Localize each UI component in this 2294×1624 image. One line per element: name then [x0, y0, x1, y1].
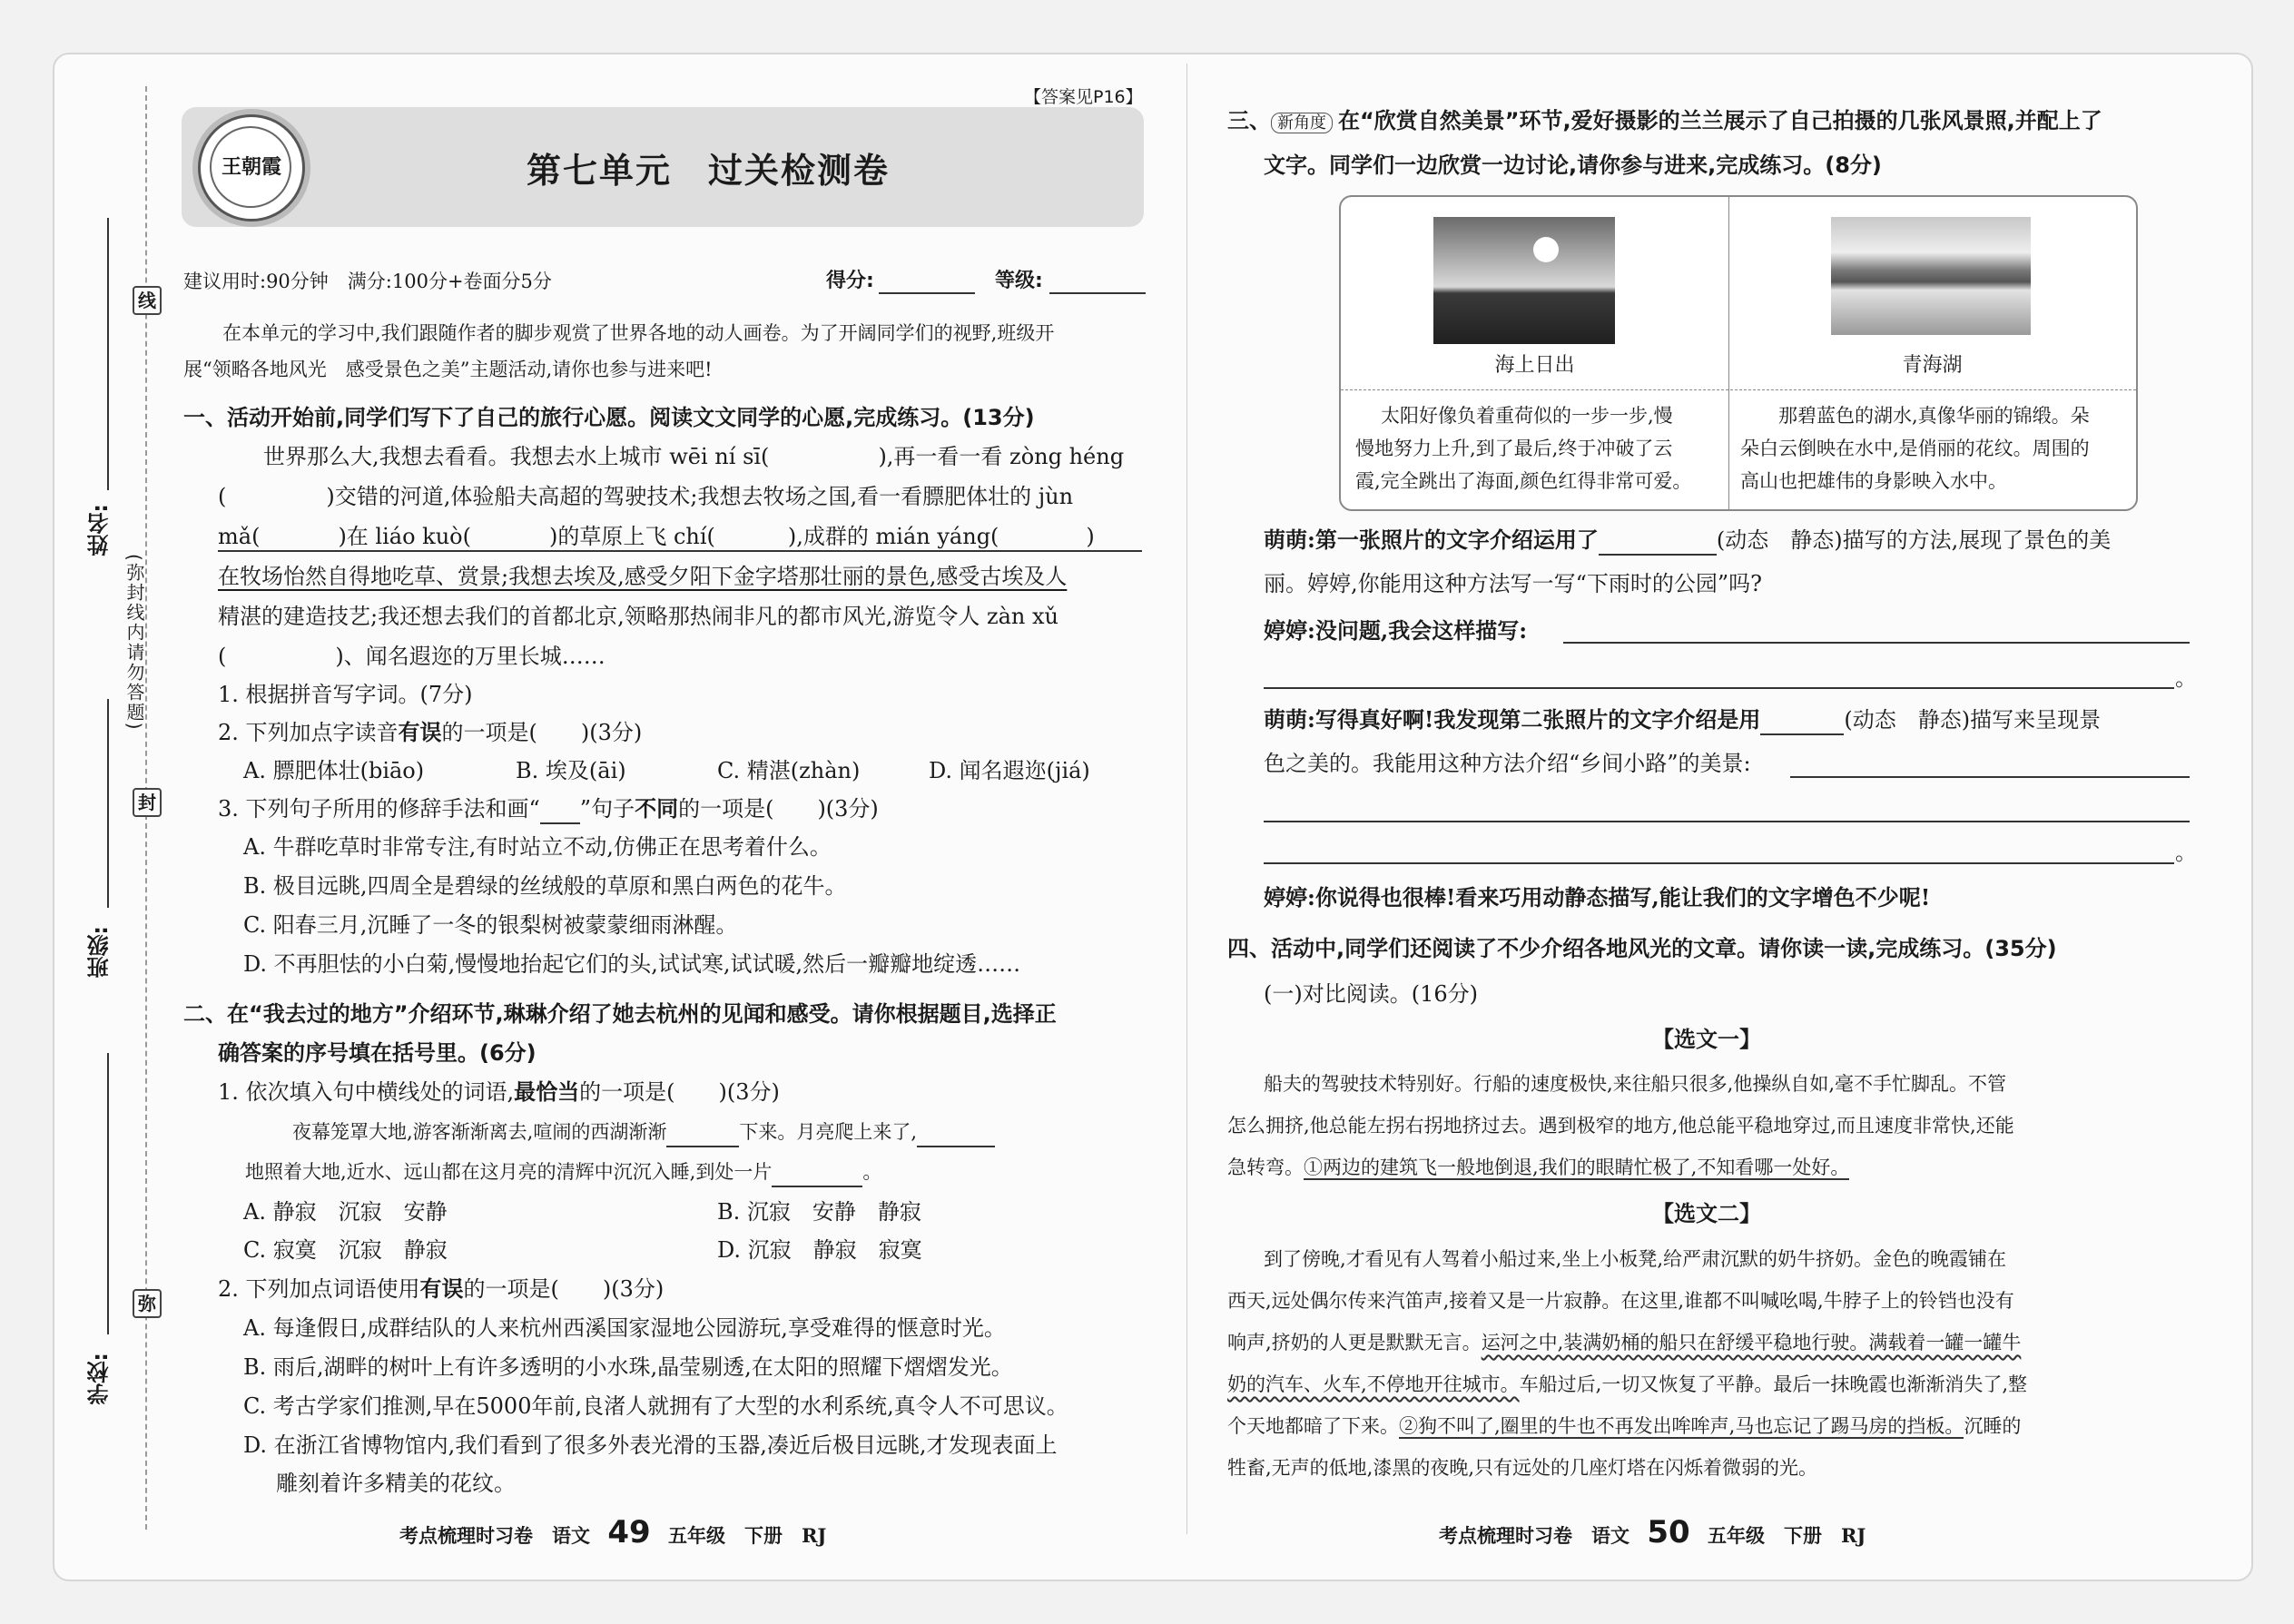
q-text: 1. 依次填入句中横线处的词语,	[218, 1079, 515, 1105]
mengmeng-2	[1264, 704, 2101, 735]
tingting-1: 婷婷:没问题,我会这样描写:	[1264, 617, 1528, 644]
selection-2-title: 【选文二】	[1652, 1201, 1761, 1226]
score-field[interactable]	[879, 292, 975, 294]
s1-q1: 1. 根据拼音写字词。(7分)	[218, 682, 473, 707]
answer-line-2[interactable]	[1264, 687, 2174, 689]
seal-note: (弥封线内请勿答题)	[123, 554, 145, 732]
s1-para-line-3	[218, 521, 1095, 552]
s2-q1-option-a[interactable]: A. 静寂 沉寂 安静	[243, 1199, 448, 1225]
grade-field[interactable]	[1049, 292, 1146, 294]
section-1-heading: 一、活动开始前,同学们写下了自己的旅行心愿。阅读文文同学的心愿,完成练习。(13分)	[183, 405, 1035, 430]
q-text: 。	[862, 1161, 882, 1183]
footer-right	[1439, 1514, 1866, 1551]
answer-reference: 【答案见P16】	[1024, 87, 1143, 107]
q-text: ”句子	[579, 796, 635, 822]
underlined-sentence-mark	[218, 550, 1142, 552]
s2-q1-option-d[interactable]: D. 沉寂 静寂 寂寞	[717, 1237, 922, 1263]
mengmeng-2-cont: 色之美的。我能用这种方法介绍“乡间小路”的美景:	[1264, 751, 1751, 776]
s1-q3	[218, 793, 879, 824]
s1-q3-option-c[interactable]: C. 阳春三月,沉睡了一冬的银梨树被蒙蒙细雨淋醒。	[243, 912, 738, 938]
sel-text: 车船过后,一切又恢复了平静。最后一抹晚霞也渐渐消失了,整	[1519, 1373, 2028, 1395]
sel2-line-6: 牲畜,无声的低地,漆黑的夜晚,只有远处的几座灯塔在闪烁着微弱的光。	[1227, 1457, 1818, 1479]
q-emph: 有误	[419, 1275, 464, 1302]
s1-para-line-1	[263, 441, 1124, 472]
s2-q1-text-1	[292, 1117, 995, 1147]
q-text: 3. 下列句子所用的修辞手法和画“	[218, 796, 540, 822]
photo1-text-1: 太阳好像负着重荷似的一步一步,慢	[1381, 405, 1673, 427]
photo2-text-3: 高山也把雄伟的身影映入水中。	[1740, 470, 2007, 492]
section-2-heading-2: 确答案的序号填在括号里。(6分)	[218, 1040, 537, 1066]
s1-text: ),再一看一看 zòng héng	[878, 444, 1125, 469]
footer-book: 考点梳理时习卷 语文	[1439, 1524, 1629, 1547]
mengmeng-said: 萌萌:第一张照片的文字介绍运用了	[1264, 527, 1599, 553]
photo1-caption: 海上日出	[1494, 354, 1575, 377]
page-number-right: 50	[1647, 1514, 1690, 1550]
school-field-line[interactable]	[107, 1053, 109, 1334]
blank-zongheng[interactable]	[226, 488, 326, 512]
binding-mark-line: 线	[133, 286, 162, 315]
time-info: 建议用时:90分钟 满分:100分+卷面分5分	[183, 271, 552, 292]
page-title: 第七单元 过关检测卷	[527, 151, 891, 191]
logo	[198, 114, 305, 221]
sel-text: 响声,挤奶的人更是默默无言。	[1227, 1332, 1482, 1353]
blank-liaokuo[interactable]	[471, 528, 549, 552]
sel-text: 个天地都暗了下来。	[1227, 1415, 1399, 1437]
q-text: (动态 静态)描写来呈现景	[1844, 707, 2102, 733]
s1-text: )	[1086, 524, 1095, 549]
s2-q1-option-b[interactable]: B. 沉寂 安静 静寂	[717, 1199, 921, 1225]
q-text: 的一项是( )(3分)	[579, 1079, 780, 1105]
s2-q2-option-d-cont: 雕刻着许多精美的花纹。	[276, 1471, 516, 1496]
q-text: 下来。月亮爬上来了,	[739, 1121, 918, 1143]
binding-mark-mi: 弥	[133, 1289, 162, 1318]
s2-q1-text-2	[245, 1156, 881, 1187]
photo-sea-sunrise	[1433, 217, 1615, 344]
mengmeng-said: 萌萌:写得真好啊!我发现第二张照片的文字介绍是用	[1264, 706, 1761, 733]
photo2-text-2: 朵白云倒映在水中,是俏丽的花纹。周围的	[1740, 438, 2090, 459]
s1-text: mǎ(	[218, 524, 261, 549]
intro-line-2: 展“领略各地风光 感受景色之美”主题活动,请你也参与进来吧!	[183, 359, 713, 380]
blank-weinisi[interactable]	[769, 448, 878, 472]
sel1-line-2: 怎么拥挤,他总能左拐右拐地挤过去。遇到极窄的地方,他总能平稳地穿过,而且速度非常快,还能	[1227, 1115, 2014, 1137]
q-emph: 有误	[398, 719, 442, 745]
blank-junma[interactable]	[260, 528, 338, 552]
photo1-text-2: 慢地努力上升,到了最后,终于冲破了云	[1355, 438, 1673, 459]
s1-q2-option-c[interactable]: C. 精湛(zhàn)	[717, 758, 861, 783]
name-label: 姓名:	[87, 504, 113, 556]
blank-method-1[interactable]	[1599, 530, 1717, 556]
sel-text: 急转弯。	[1227, 1156, 1304, 1178]
s1-para-line-4: 在牧场怡然自得地吃草、赏景;我想去埃及,感受夕阳下金字塔那壮丽的景色,感受古埃及人	[218, 564, 1068, 589]
sel2-line-2: 西天,远处偶尔传来汽笛声,接着又是一片寂静。在这里,谁都不叫喊吆喝,牛脖子上的铃铛也没有	[1227, 1290, 2014, 1312]
sel-text: 沉睡的	[1964, 1415, 2022, 1437]
page-number-left: 49	[607, 1514, 651, 1550]
s1-text: (	[218, 644, 227, 669]
q-emph: 最恰当	[514, 1078, 580, 1105]
class-label: 班级:	[87, 926, 113, 979]
mengmeng-1-cont: 丽。婷婷,你能用这种方法写一写“下雨时的公园”吗?	[1264, 571, 1763, 596]
q-text: 的一项是( )(3分)	[463, 1276, 665, 1302]
heading-num: 三、	[1227, 108, 1271, 133]
heading-text: 在“欣赏自然美景”环节,爱好摄影的兰兰展示了自己拍摄的几张风景照,并配上了	[1338, 108, 2102, 133]
section-3-heading-1	[1227, 105, 2102, 139]
sel2-line-1: 到了傍晚,才看见有人驾着小船过来,坐上小板凳,给严肃沉默的奶牛挤奶。金色的晚霞铺在	[1264, 1248, 2007, 1270]
marked-sentence-1: ①两边的建筑飞一般地倒退,我们的眼睛忙极了,不知看哪一处好。	[1304, 1156, 1850, 1178]
end-mark-1: 。	[2175, 665, 2197, 691]
blank-zanxu[interactable]	[226, 648, 335, 672]
mengmeng-1	[1264, 525, 2111, 556]
footer-book: 考点梳理时习卷 语文	[399, 1524, 590, 1547]
s2-q2-option-a[interactable]: A. 每逢假日,成群结队的人来杭州西溪国家湿地公园游玩,享受难得的惬意时光。	[243, 1315, 1006, 1341]
q-text: 地照着大地,近水、远山都在这月亮的清辉中沉沉入睡,到处一片	[245, 1161, 773, 1183]
q-text: 夜幕笼罩大地,游客渐渐离去,喧闹的西湖渐渐	[292, 1121, 667, 1143]
s1-q3-option-d[interactable]: D. 不再胆怯的小白菊,慢慢地抬起它们的头,试试寒,试试暖,然后一瓣瓣地绽透……	[243, 951, 1021, 977]
s1-text: 世界那么大,我想去看看。我想去水上城市 wēi ní sī(	[263, 444, 770, 469]
logo-text: 王朝霞	[221, 155, 281, 179]
school-label: 学校:	[87, 1353, 113, 1405]
end-mark-2: 。	[2175, 840, 2197, 865]
sun-shape	[1533, 237, 1559, 262]
sel1-line-1: 船夫的驾驶技术特别好。行船的速度极快,来往船只很多,他操纵自如,毫不手忙脚乱。不管	[1264, 1073, 2007, 1095]
section-2-heading-1: 二、在“我去过的地方”介绍环节,琳琳介绍了她去杭州的见闻和感受。请你根据题目,选择正	[183, 1001, 1057, 1027]
q-text: 2. 下列加点词语使用	[218, 1276, 420, 1302]
selection-1-title: 【选文一】	[1652, 1027, 1761, 1052]
binding-mark-seal: 封	[133, 788, 162, 817]
class-field-line[interactable]	[107, 699, 109, 908]
sel2-line-3	[1227, 1327, 2021, 1358]
photo-qinghai-lake	[1831, 217, 2031, 335]
footer-grade: 五年级 下册 RJ	[1707, 1524, 1866, 1547]
blank-method-2[interactable]	[1760, 710, 1844, 735]
name-field-line[interactable]	[107, 218, 109, 490]
s2-q1-option-c[interactable]: C. 寂寞 沉寂 静寂	[243, 1237, 448, 1263]
sel1-line-3	[1227, 1152, 1849, 1183]
s1-q2-option-b[interactable]: B. 埃及(āi)	[516, 758, 626, 783]
sel2-line-4	[1227, 1369, 2027, 1400]
q-text: (动态 静态)描写的方法,展现了景色的美	[1716, 527, 2112, 553]
wavy-sentence-cont: 奶的汽车、火车,不停地开往城市。	[1227, 1373, 1520, 1395]
s1-text: )在 liáo kuò(	[338, 524, 471, 549]
blank-mianyang[interactable]	[999, 528, 1086, 552]
blank-1[interactable]	[666, 1122, 739, 1147]
s1-q3-option-b[interactable]: B. 极目远眺,四周全是碧绿的丝绒般的草原和黑白两色的花牛。	[243, 873, 847, 899]
s2-q2-option-b[interactable]: B. 雨后,湖畔的树叶上有许多透明的小水珠,晶莹剔透,在太阳的照耀下熠熠发光。	[243, 1354, 1013, 1380]
s1-text: ),成群的 mián yáng(	[787, 524, 999, 549]
footer-grade: 五年级 下册 RJ	[667, 1524, 827, 1547]
photo2-text-1: 那碧蓝色的湖水,真像华丽的锦缎。朵	[1778, 405, 2090, 427]
q3-line-sample	[540, 804, 580, 824]
blank-chi[interactable]	[715, 528, 788, 552]
photo2-caption: 青海湖	[1902, 354, 1963, 377]
s1-text: )交错的河道,体验船夫高超的驾驶技术;我想去牧场之国,看一看膘肥体壮的 jùn	[326, 484, 1074, 509]
new-angle-tag: 新角度	[1271, 113, 1333, 133]
s1-text: )、闻名遐迩的万里长城……	[335, 644, 605, 669]
photo1-text-3: 霞,完全跳出了海面,颜色红得非常可爱。	[1355, 470, 1692, 492]
q-emph: 不同	[635, 795, 679, 822]
s4-sub: (一)对比阅读。(16分)	[1264, 981, 1478, 1007]
s1-q2-option-a[interactable]: A. 膘肥体壮(biāo)	[243, 758, 425, 783]
sel2-line-5	[1227, 1411, 2021, 1442]
marked-sentence-2: ②狗不叫了,圈里的牛也不再发出哞哞声,马也忘记了踢马房的挡板。	[1399, 1415, 1964, 1437]
s1-q3-option-a[interactable]: A. 牛群吃草时非常专注,有时站立不动,仿佛正在思考着什么。	[243, 834, 832, 860]
photo-table	[1339, 195, 2138, 511]
s1-para-line-6	[218, 641, 605, 672]
blank-2[interactable]	[917, 1122, 995, 1147]
s2-q2	[218, 1274, 664, 1304]
s2-q2-option-c[interactable]: C. 考古学家们推测,早在5000年前,良渚人就拥有了大型的水利系统,真令人不可思议。	[243, 1393, 1068, 1419]
binding-strip	[0, 0, 182, 1624]
intro-line-1: 在本单元的学习中,我们跟随作者的脚步观赏了世界各地的动人画卷。为了开阔同学们的视野,班级开	[222, 322, 1055, 344]
section-3-heading-2: 文字。同学们一边欣赏一边讨论,请你参与进来,完成练习。(8分)	[1264, 153, 1882, 178]
tingting-2: 婷婷:你说得也很棒!看来巧用动静态描写,能让我们的文字增色不少呢!	[1264, 884, 1931, 910]
q-text: 的一项是( )(3分)	[678, 796, 879, 822]
answer-line-4[interactable]	[1264, 821, 2190, 822]
blank-3[interactable]	[772, 1162, 862, 1187]
grade-label: 等级:	[995, 270, 1043, 292]
answer-line-3[interactable]	[1790, 776, 2190, 778]
answer-line-5[interactable]	[1264, 862, 2174, 864]
q-text: 的一项是( )(3分)	[441, 720, 643, 745]
photo-table-divider-h	[1341, 389, 2136, 390]
wavy-sentence: 运河之中,装满奶桶的船只在舒缓平稳地行驶。满载着一罐一罐牛	[1481, 1332, 2022, 1353]
answer-line-1[interactable]	[1563, 642, 2190, 644]
s1-para-line-5: 精湛的建造技艺;我还想去我们的首都北京,领略那热闹非凡的都市风光,游览令人 zàn xǔ	[218, 604, 1059, 629]
q-text: 2. 下列加点字读音	[218, 720, 399, 745]
s2-q2-option-d[interactable]: D. 在浙江省博物馆内,我们看到了很多外表光滑的玉器,凑近后极目远眺,才发现表面上	[243, 1432, 1058, 1458]
s1-text: )的草原上飞 chí(	[548, 524, 715, 549]
page-divider	[1186, 64, 1187, 1534]
s2-q1	[218, 1077, 780, 1107]
footer-left	[399, 1514, 827, 1551]
section-4-heading: 四、活动中,同学们还阅读了不少介绍各地风光的文章。请你读一读,完成练习。(35分)	[1227, 936, 2057, 961]
s1-para-line-2	[218, 481, 1073, 512]
s1-text: (	[218, 484, 227, 509]
s1-q2-option-d[interactable]: D. 闻名遐迩(jiá)	[929, 758, 1090, 783]
score-label: 得分:	[826, 270, 874, 292]
s1-q2	[218, 717, 642, 748]
